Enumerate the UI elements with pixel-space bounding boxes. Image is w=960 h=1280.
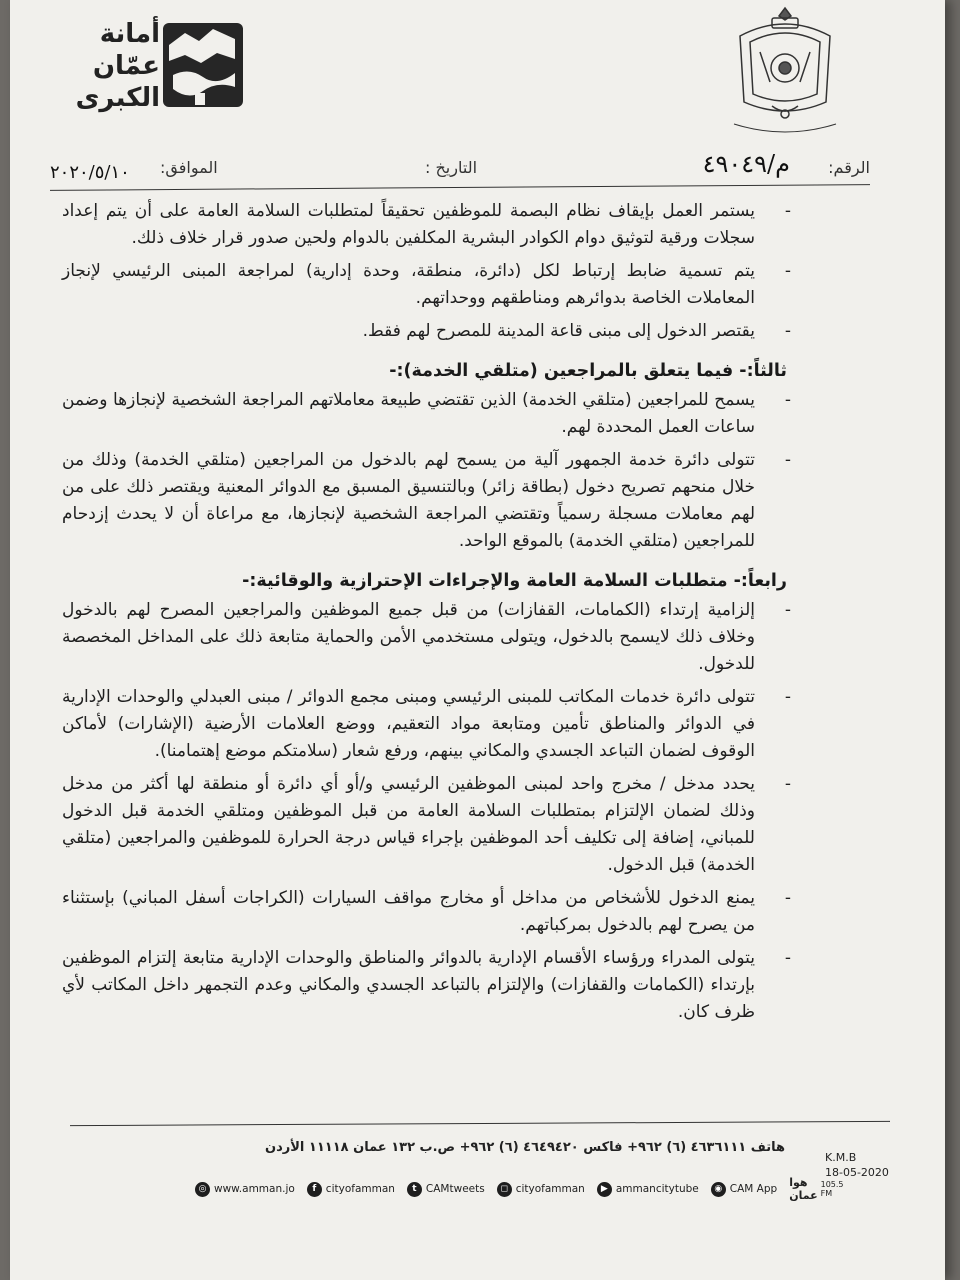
- section-4-bullet: - إلزامية إرتداء (الكمامات، القفازات) من قبل جميع الموظفين والمراجعين المصرح لهم بالدخول وخلاف ذلك لايسمح بالدخول، ويتولى مستخدمي الأمن والحماية متابعة ذلك على المداخل المخصصة للدخول.: [62, 600, 791, 674]
- facebook-icon: f: [307, 1182, 322, 1197]
- corresponding-date-handwritten: ٢٠٢٠/٥/١٠: [50, 162, 130, 183]
- radio-name: هوا عمان: [789, 1176, 818, 1202]
- social-twitter[interactable]: [407, 1182, 485, 1197]
- logo-line-1: أمانة: [99, 19, 160, 49]
- reference-underline: [50, 184, 870, 191]
- amman-logo-text: [65, 18, 160, 114]
- social-facebook[interactable]: [307, 1182, 395, 1197]
- bullet-text: يسمح للمراجعين (متلقي الخدمة) الذين تقتضي طبيعة معاملاتهم المراجعة الشخصية لإنجازها وضمن ساعات العمل المحددة لهم.: [62, 390, 755, 437]
- section-4-bullet: - يتولى المدراء ورؤساء الأقسام الإدارية بالدوائر والمناطق والوحدات الإدارية متابعة إلتزام الموظفين بإرتداء (الكمامات والقفازات) والإلتزام بالتباعد الجسدي والمكاني وعدم التجمهر داخل المكاتب لأي ظرف كان.: [62, 948, 791, 1022]
- logo-line-2: عمّان: [92, 51, 160, 81]
- youtube-icon: ▶: [597, 1182, 612, 1197]
- section-3-bullet: - يسمح للمراجعين (متلقي الخدمة) الذين تقتضي طبيعة معاملاتهم المراجعة الشخصية لإنجازها وضمن ساعات العمل المحددة لهم.: [62, 390, 791, 437]
- app-icon: ◉: [711, 1182, 726, 1197]
- social-youtube[interactable]: [597, 1182, 699, 1197]
- social-website-text: www.amman.jo: [214, 1183, 295, 1195]
- social-facebook-text: cityofamman: [325, 1183, 395, 1195]
- section-4-bullet: - تتولى دائرة خدمات المكاتب للمبنى الرئيسي ومبنى مجمع الدوائر / مبنى العبدلي والوحدات الإدارية في الدوائر والمناطق تأمين ومتابعة مواد التعقيم، ووضع العلامات الأرضية (الإشارات) لأماكن الوقوف لضمان التباعد الجسدي والمكاني بينهم، ورفع شعار (سلامتكم موضع إهتمامنا).: [62, 687, 791, 761]
- section-3-title: ثالثاً:- فيما يتعلق بالمراجعين (متلقي الخدمة):-: [389, 361, 787, 381]
- hashemite-kingdom-emblem-icon: [720, 2, 850, 142]
- reference-label: الرقم:: [828, 158, 870, 177]
- bullet-text: يتولى المدراء ورؤساء الأقسام الإدارية بالدوائر والمناطق والوحدات الإدارية متابعة إلتزام الموظفين بإرتداء (الكمامات والقفازات) والإلتزام بالتباعد الجسدي والمكاني وعدم التجمهر داخل المكاتب لأي ظرف كان.: [62, 948, 755, 1022]
- social-twitter-text: CAMtweets: [425, 1183, 485, 1195]
- bullet-text: تتولى دائرة خدمات المكاتب للمبنى الرئيسي ومبنى مجمع الدوائر / مبنى العبدلي والوحدات الإدارية في الدوائر والمناطق تأمين ومتابعة مواد التعقيم، ووضع العلامات الأرضية (الإشارات) لأماكن الوقوف لضمان التباعد الجسدي والمكاني بينهم، ورفع شعار (سلامتكم موضع إهتمامنا).: [62, 687, 755, 761]
- date-label: التاريخ :: [425, 158, 478, 177]
- intro-bullet: - يتم تسمية ضابط إرتباط لكل (دائرة، منطقة، وحدة إدارية) لمراجعة المبنى الرئيسي لإنجاز المعاملات الخاصة بدوائرهم ومناطقهم ووحداتهم.: [62, 261, 791, 308]
- bullet-text: يمنع الدخول للأشخاص من مداخل أو مخارج مواقف السيارات (الكراجات أسفل المباني) بإستثناء من يصرح لهم بالدخول بمركباتهم.: [62, 888, 755, 935]
- footer-divider: [70, 1121, 890, 1126]
- document-page: [10, 0, 945, 1280]
- logo-line-3: الكبرى: [75, 83, 160, 113]
- globe-icon: ◎: [195, 1182, 210, 1197]
- bullet-text: يحدد مدخل / مخرج واحد لمبنى الموظفين الرئيسي و/أو أي دائرة أو منطقة لها أكثر من مدخل وذلك لضمان الإلتزام بمتطلبات السلامة العامة من قبل الموظفين ومتلقي الخدمة قبل الدخول للمباني، إضافة إلى تكليف أحد الموظفين بإجراء قياس درجة الحرارة للموظفين والمراجعين (متلقي الخدمة) قبل الدخول.: [62, 774, 755, 875]
- section-3-bullet: - تتولى دائرة خدمة الجمهور آلية من يسمح لهم بالدخول من المراجعين (متلقي الخدمة) وذلك من خلال منحهم تصريح دخول (بطاقة زائر) وبالتنسيق المسبق مع الدوائر المعنية ويقتصر ذلك على من لهم معاملات مسجلة رسمياً وتقتضي المراجعة الشخصية لإنجازها، مع مراعاة أن لا يحدث إزدحام للمراجعين (متلقي الخدمة) بالموقع الواحد.: [62, 450, 791, 551]
- social-app-text: CAM App: [729, 1183, 778, 1195]
- section-4-bullet: - يمنع الدخول للأشخاص من مداخل أو مخارج مواقف السيارات (الكراجات أسفل المباني) بإستثناء من يصرح لهم بالدخول بمركباتهم.: [62, 888, 791, 935]
- intro-bullet: - يقتصر الدخول إلى مبنى قاعة المدينة للمصرح لهم فقط.: [362, 321, 791, 341]
- amman-municipality-logo-icon: [155, 15, 250, 115]
- radio-station-logo: [789, 1176, 843, 1202]
- corresponding-date-label: الموافق:: [160, 158, 218, 177]
- social-instagram-text: cityofamman: [515, 1183, 585, 1195]
- bullet-text: تتولى دائرة خدمة الجمهور آلية من يسمح لهم بالدخول من المراجعين (متلقي الخدمة) وذلك من خلال منحهم تصريح دخول (بطاقة زائر) وبالتنسيق المسبق مع الدوائر المعنية ويقتصر ذلك على من لهم معاملات مسجلة رسمياً وتقتضي المراجعة الشخصية لإنجازها، مع مراعاة أن لا يحدث إزدحام للمراجعين (متلقي الخدمة) بالموقع الواحد.: [62, 450, 755, 551]
- bullet-text: يتم تسمية ضابط إرتباط لكل (دائرة، منطقة، وحدة إدارية) لمراجعة المبنى الرئيسي لإنجاز المعاملات الخاصة بدوائرهم ومناطقهم ووحداتهم.: [62, 261, 755, 308]
- document-code: K.M.B: [825, 1151, 857, 1164]
- social-links-bar: [195, 1174, 844, 1204]
- bullet-text: يقتصر الدخول إلى مبنى قاعة المدينة للمصرح لهم فقط.: [362, 321, 755, 341]
- document-date: 18-05-2020: [825, 1166, 889, 1179]
- social-instagram[interactable]: [497, 1182, 585, 1197]
- section-4-title: رابعاً:- متطلبات السلامة العامة والإجراءات الإحترازية والوقائية:-: [242, 571, 787, 591]
- reference-date-row: [50, 152, 870, 192]
- twitter-icon: t: [407, 1182, 422, 1197]
- instagram-icon: ◻: [497, 1182, 512, 1197]
- intro-bullet: - يستمر العمل بإيقاف نظام البصمة للموظفين تحقيقاً لمتطلبات السلامة العامة على أن يتم إعداد سجلات ورقية لتوثيق دوام الكوادر البشرية المكلفين بالدوام ولحين صدور قرار خلاف ذلك.: [62, 201, 791, 248]
- bullet-text: إلزامية إرتداء (الكمامات، القفازات) من قبل جميع الموظفين والمراجعين المصرح لهم بالدخول وخلاف ذلك لايسمح بالدخول، ويتولى مستخدمي الأمن والحماية متابعة ذلك على المداخل المخصصة للدخول.: [62, 600, 755, 674]
- section-4-bullet: - يحدد مدخل / مخرج واحد لمبنى الموظفين الرئيسي و/أو أي دائرة أو منطقة لها أكثر من مدخل وذلك لضمان الإلتزام بمتطلبات السلامة العامة من قبل الموظفين ومتلقي الخدمة قبل الدخول للمباني، إضافة إلى تكليف أحد الموظفين بإجراء قياس درجة الحرارة للموظفين والمراجعين (متلقي الخدمة) قبل الدخول.: [62, 774, 791, 875]
- footer-address: هاتف ٤٦٣٦١١١ (٦) ٩٦٢+ فاكس ٤٦٤٩٤٢٠ (٦) ٩٦٢+ ص.ب ١٣٢ عمان ١١١١٨ الأردن: [264, 1140, 786, 1155]
- social-app[interactable]: [711, 1182, 777, 1197]
- reference-number-handwritten: م/٤٩٠٤٩: [702, 150, 790, 178]
- bullet-text: يستمر العمل بإيقاف نظام البصمة للموظفين تحقيقاً لمتطلبات السلامة العامة على أن يتم إعداد سجلات ورقية لتوثيق دوام الكوادر البشرية المكلفين بالدوام ولحين صدور قرار خلاف ذلك.: [62, 201, 755, 248]
- radio-frequency: 105.5 FM: [820, 1180, 844, 1198]
- document-body: [62, 198, 797, 1032]
- social-youtube-text: ammancitytube: [615, 1183, 699, 1195]
- social-website[interactable]: [195, 1182, 295, 1197]
